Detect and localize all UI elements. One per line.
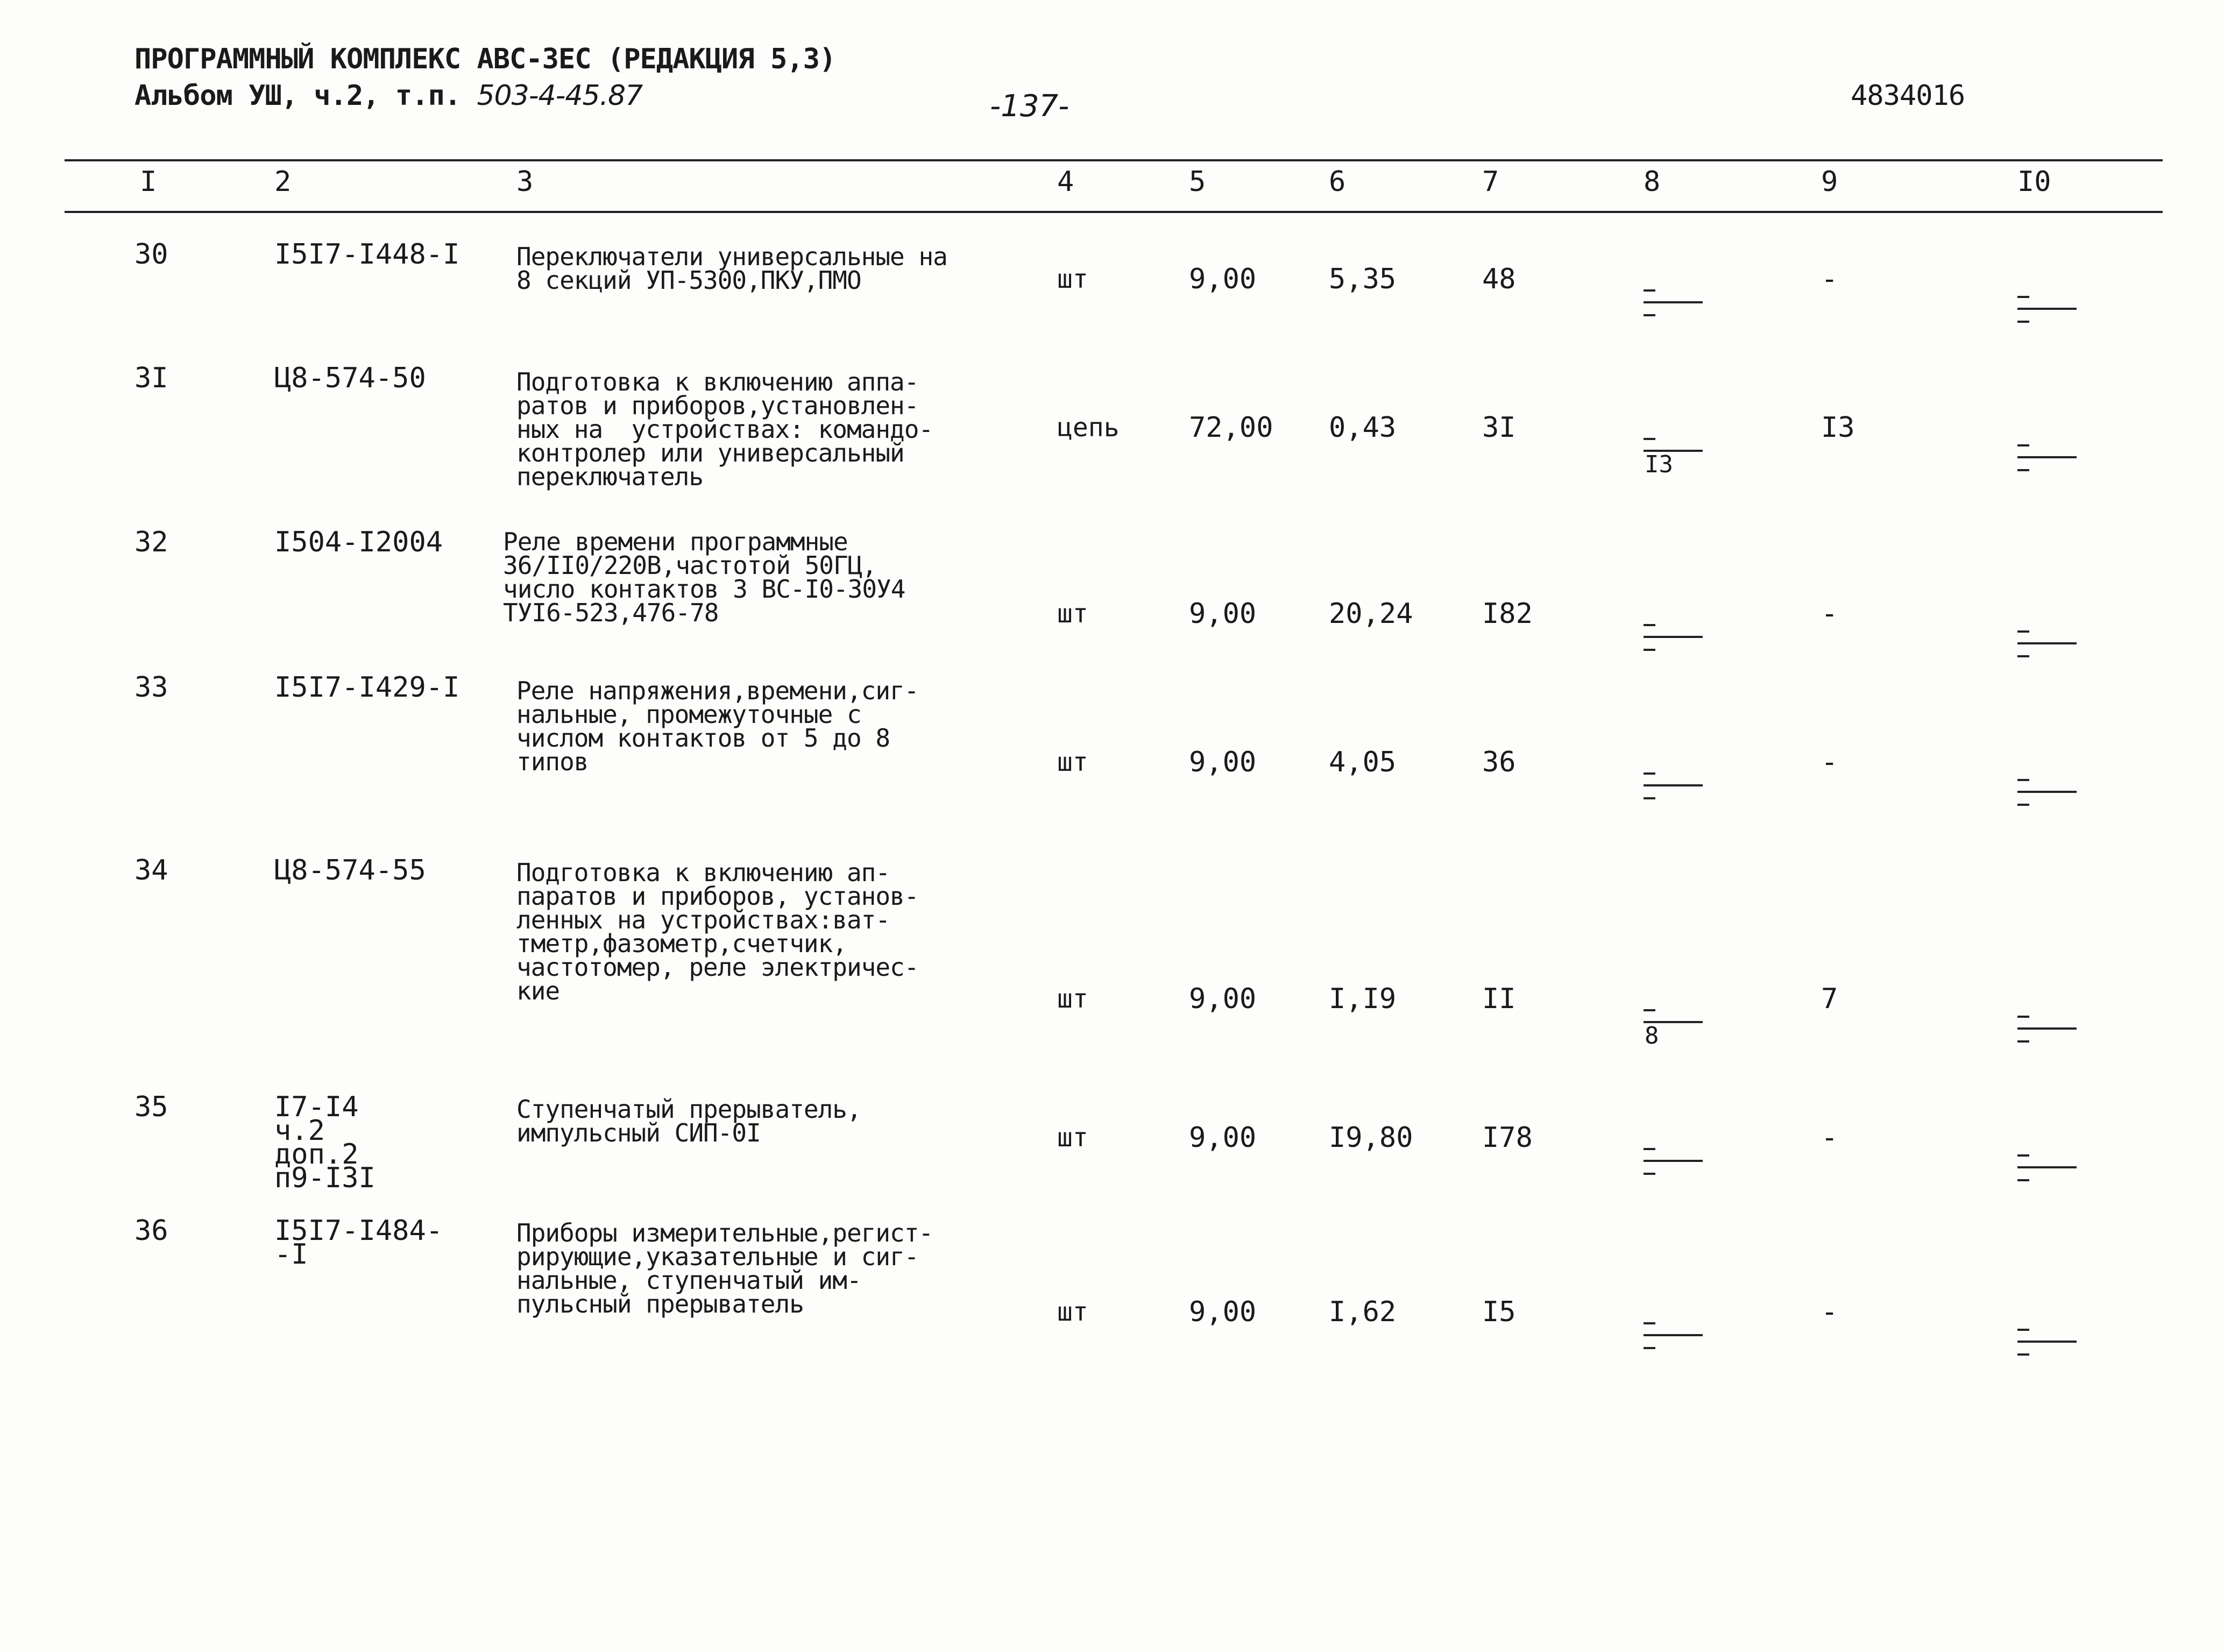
project-number-handwritten: 503-4-45.87: [477, 80, 643, 112]
row-number: 32: [134, 526, 168, 558]
row-unit: шт: [1057, 599, 1088, 629]
row-description-line: 36/II0/220В,частотой 50ГЦ,: [503, 551, 877, 580]
row-col10-fraction-bottom-dash: [2017, 804, 2029, 806]
row-description-line: Приборы измерительные,регист-: [516, 1218, 933, 1247]
column-header-4: 4: [1057, 166, 1074, 198]
row-col8-fraction: [1644, 1139, 1703, 1182]
row-col10-fraction-top-dash: [2017, 1329, 2029, 1331]
row-unit: шт: [1057, 747, 1088, 777]
row-description-line: число контактов 3 ВС-I0-30У4: [503, 575, 905, 604]
row-col7: 36: [1482, 746, 1516, 778]
row-col8-fraction-bottom-dash: [1644, 797, 1655, 799]
row-col7: 3I: [1482, 412, 1516, 444]
row-col10-fraction-top-dash: [2017, 444, 2029, 446]
row-col10-fraction-bar: [2017, 308, 2077, 310]
row-code-line: I5I7-I484-: [274, 1215, 443, 1247]
column-header-9: 9: [1821, 166, 1838, 198]
row-col8-fraction-top-dash: [1644, 289, 1655, 292]
row-col5: 9,00: [1189, 1296, 1257, 1328]
row-col10-fraction-top-dash: [2017, 1154, 2029, 1157]
row-description-line: ТУI6-523,476-78: [503, 598, 719, 627]
row-code-line: п9-I3I: [274, 1162, 376, 1194]
row-code-line: доп.2: [274, 1138, 359, 1171]
row-col10-fraction-bar: [2017, 1166, 2077, 1168]
row-col8-fraction-bar: [1644, 784, 1703, 786]
row-col9: -: [1821, 1122, 1838, 1154]
album-line: [134, 80, 642, 112]
row-col5: 72,00: [1189, 412, 1273, 444]
row-col8-fraction-bottom: I3: [1645, 451, 1673, 478]
row-col10-fraction-top-dash: [2017, 630, 2029, 633]
row-col10-fraction-top-dash: [2017, 296, 2029, 298]
row-col6: 0,43: [1329, 412, 1397, 444]
row-col10-fraction: [2017, 287, 2077, 330]
row-col5: 9,00: [1189, 598, 1257, 630]
row-description-line: импульсный СИП-0I: [516, 1118, 761, 1147]
row-col10-fraction-bottom-dash: [2017, 1179, 2029, 1181]
row-col10-fraction: [2017, 1007, 2077, 1050]
row-col6: I,I9: [1329, 983, 1397, 1015]
row-col10-fraction-bottom-dash: [2017, 655, 2029, 657]
row-description-line: паратов и приборов, установ-: [516, 882, 919, 911]
row-col7: I78: [1482, 1122, 1533, 1154]
row-col8-fraction-bottom-dash: [1644, 1347, 1655, 1349]
row-col8-fraction-bar: [1644, 636, 1703, 638]
document-number: 4834016: [1851, 80, 1965, 112]
row-unit: шт: [1057, 264, 1088, 294]
row-col10-fraction-bar: [2017, 1341, 2077, 1343]
row-col8-fraction-bottom: 8: [1645, 1022, 1659, 1050]
row-col10-fraction-top-dash: [2017, 1016, 2029, 1018]
row-col6: 4,05: [1329, 746, 1397, 778]
row-description-line: ленных на устройствах:ват-: [516, 905, 890, 934]
row-description-line: контролер или универсальный: [516, 438, 904, 467]
row-description-line: типов: [516, 747, 589, 776]
table-header-rule: [65, 211, 2163, 213]
row-code-line: I504-I2004: [274, 526, 443, 558]
row-code-line: I5I7-I429-I: [274, 671, 460, 704]
column-header-5: 5: [1189, 166, 1206, 198]
column-header-8: 8: [1644, 166, 1661, 198]
row-col10-fraction-bottom-dash: [2017, 321, 2029, 323]
column-header-1: I: [140, 166, 157, 198]
row-col10-fraction-top-dash: [2017, 779, 2029, 781]
column-header-6: 6: [1329, 166, 1346, 198]
row-col9: 7: [1821, 983, 1838, 1015]
row-number: 35: [134, 1091, 168, 1123]
row-description-line: переключатель: [516, 462, 704, 491]
row-col8-fraction-top-dash: [1644, 1009, 1655, 1011]
row-description-line: Подготовка к включению ап-: [516, 858, 890, 887]
column-header-3: 3: [516, 166, 534, 198]
row-unit: цепь: [1057, 413, 1120, 443]
row-col10-fraction-bar: [2017, 456, 2077, 458]
row-col10-fraction-bar: [2017, 1027, 2077, 1030]
column-header-10: I0: [2017, 166, 2051, 198]
album-prefix: Альбом УШ, ч.2, т.п.: [134, 80, 461, 112]
row-description-line: Переключатели универсальные на: [516, 242, 947, 271]
row-unit: шт: [1057, 1123, 1088, 1153]
row-unit: шт: [1057, 984, 1088, 1014]
row-number: 30: [134, 238, 168, 271]
row-col8-fraction-top-dash: [1644, 772, 1655, 775]
row-col5: 9,00: [1189, 746, 1257, 778]
row-description-line: тметр,фазометр,счетчик,: [516, 929, 847, 958]
page-number: -137-: [990, 89, 1069, 124]
row-col10-fraction-bar: [2017, 791, 2077, 793]
row-col8-fraction-bar: [1644, 1334, 1703, 1336]
row-col9: -: [1821, 1296, 1838, 1328]
row-col7: 48: [1482, 263, 1516, 295]
row-col8-fraction: [1644, 764, 1703, 807]
row-col6: 20,24: [1329, 598, 1413, 630]
row-col5: 9,00: [1189, 983, 1257, 1015]
row-col8-fraction-bottom-dash: [1644, 314, 1655, 316]
row-col7: I82: [1482, 598, 1533, 630]
row-col9: -: [1821, 598, 1838, 630]
row-description-line: Реле напряжения,времени,сиг-: [516, 676, 919, 705]
row-description-line: нальные, промежуточные с: [516, 700, 861, 729]
row-description-line: Ступенчатый прерыватель,: [516, 1095, 861, 1124]
row-col8-fraction-bar: [1644, 1160, 1703, 1162]
row-code-line: I7-I4: [274, 1091, 359, 1123]
row-col10-fraction: [2017, 436, 2077, 479]
row-col8-fraction-top-dash: [1644, 438, 1655, 440]
row-col8-fraction-top-dash: [1644, 624, 1655, 626]
table-top-rule: [65, 159, 2163, 161]
row-col10-fraction-bottom-dash: [2017, 469, 2029, 471]
row-col8-fraction-bottom-dash: [1644, 649, 1655, 651]
row-col10-fraction-bar: [2017, 642, 2077, 644]
row-col6: I9,80: [1329, 1122, 1413, 1154]
row-code-line: -I: [274, 1238, 308, 1271]
row-description-line: рирующие,указательные и сиг-: [516, 1242, 919, 1271]
row-col8-fraction: [1644, 429, 1703, 478]
row-col8-fraction-top-dash: [1644, 1322, 1655, 1324]
row-col10-fraction: [2017, 622, 2077, 665]
row-col9: -: [1821, 263, 1838, 295]
row-col8-fraction: [1644, 1001, 1703, 1050]
row-col10-fraction: [2017, 1146, 2077, 1189]
row-col6: I,62: [1329, 1296, 1397, 1328]
row-col10-fraction: [2017, 1320, 2077, 1363]
row-col5: 9,00: [1189, 1122, 1257, 1154]
row-code-line: Ц8-574-50: [274, 362, 426, 394]
row-col6: 5,35: [1329, 263, 1397, 295]
row-col10-fraction: [2017, 770, 2077, 813]
row-description-line: Реле времени программные: [503, 527, 848, 556]
row-number: 34: [134, 854, 168, 887]
row-col5: 9,00: [1189, 263, 1257, 295]
column-header-7: 7: [1482, 166, 1499, 198]
row-code-line: Ц8-574-55: [274, 854, 426, 887]
row-number: 36: [134, 1215, 168, 1247]
column-header-2: 2: [274, 166, 292, 198]
row-col9: -: [1821, 746, 1838, 778]
row-col8-fraction-top-dash: [1644, 1148, 1655, 1150]
row-description-line: Подготовка к включению аппа-: [516, 367, 919, 396]
row-unit: шт: [1057, 1297, 1088, 1327]
row-number: 33: [134, 671, 168, 704]
row-col8-fraction: [1644, 615, 1703, 658]
row-description-line: кие: [516, 976, 560, 1005]
row-col10-fraction-bottom-dash: [2017, 1040, 2029, 1043]
row-description-line: пульсный прерыватель: [516, 1289, 804, 1318]
row-description-line: ратов и приборов,установлен-: [516, 391, 919, 420]
row-description-line: частотомер, реле электричес-: [516, 953, 919, 982]
row-description-line: нальные, ступенчатый им-: [516, 1266, 861, 1295]
row-col9: I3: [1821, 412, 1855, 444]
row-col7: I5: [1482, 1296, 1516, 1328]
program-title: ПРОГРАММНЫЙ КОМПЛЕКС АВС-3ЕС (РЕДАКЦИЯ 5,3): [134, 43, 836, 75]
row-col8-fraction: [1644, 281, 1703, 324]
row-description-line: 8 секций УП-5300,ПКУ,ПМО: [516, 266, 861, 295]
row-col8-fraction-bar: [1644, 301, 1703, 303]
row-col8-fraction-bottom-dash: [1644, 1173, 1655, 1175]
row-col7: II: [1482, 983, 1516, 1015]
row-col10-fraction-bottom-dash: [2017, 1353, 2029, 1356]
row-description-line: ных на устройствах: командо-: [516, 415, 933, 444]
row-col8-fraction: [1644, 1314, 1703, 1357]
row-number: 3I: [134, 362, 168, 394]
row-code-line: ч.2: [274, 1115, 325, 1147]
row-description-line: числом контактов от 5 до 8: [516, 724, 890, 753]
row-code-line: I5I7-I448-I: [274, 238, 460, 271]
